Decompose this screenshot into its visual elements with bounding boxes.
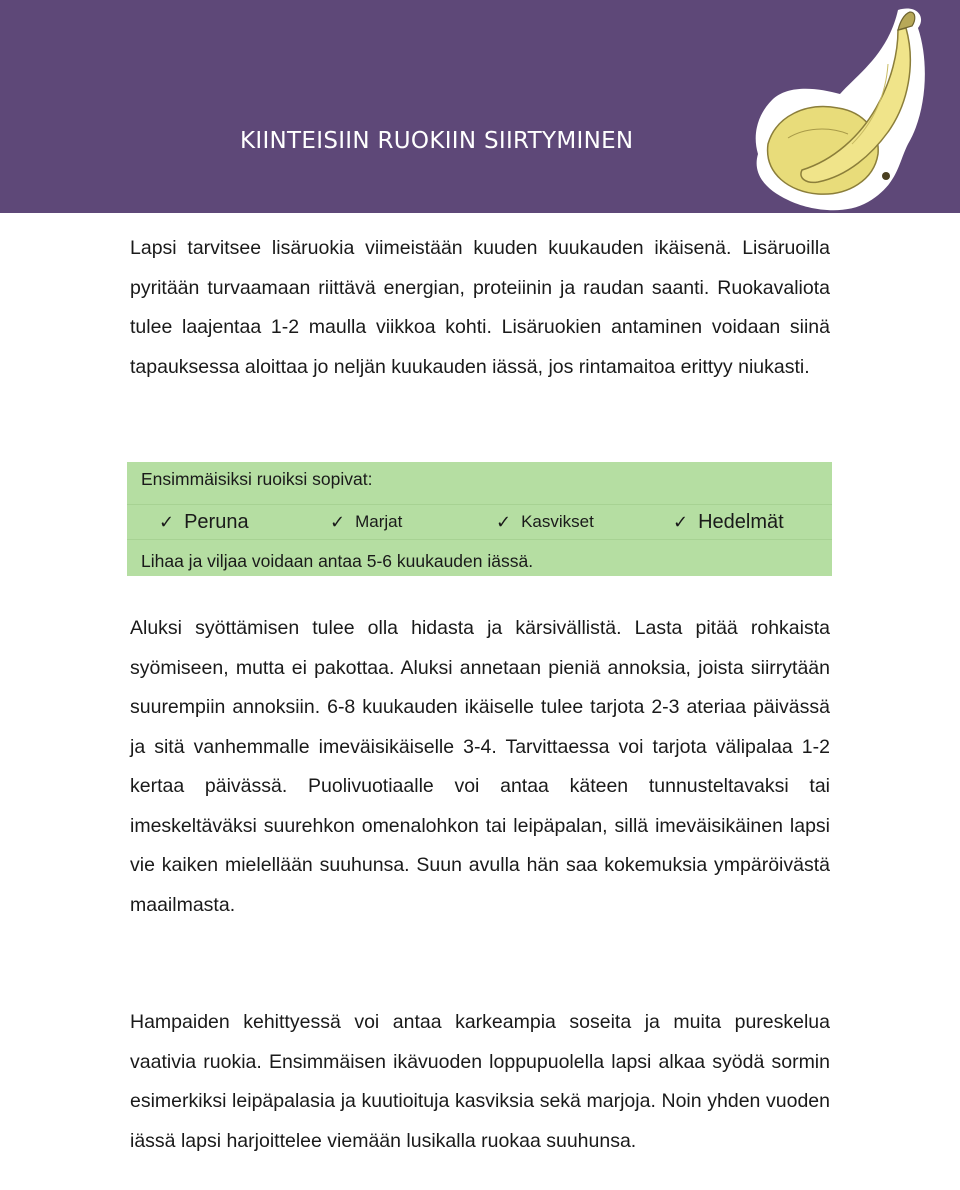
check-mark-icon: ✓ [496, 511, 512, 532]
teeth-paragraph: Hampaiden kehittyessä voi antaa karkeampia soseita ja muita pureskelua vaativia ruokia. Ensimmäisen ikävuoden loppupuolella lapsi alkaa syödä sormin esimerkiksi leipäpalasia ja kuutioituja kasviksia sekä marjoja. Noin yhden vuoden iässä lapsi harjoittelee viemään lusikalla ruokaa suuhunsa. [130, 1011, 830, 1152]
first-foods-note: Lihaa ja viljaa voidaan antaa 5-6 kuukauden iässä. [141, 551, 534, 571]
banana-illustration-icon [748, 4, 940, 212]
check-mark-icon: ✓ [159, 511, 175, 532]
first-foods-box [127, 462, 832, 576]
page-title: KIINTEISIIN RUOKIIN SIIRTYMINEN [240, 128, 634, 154]
list-item: ✓ Kasvikset [496, 511, 594, 532]
header-banner [0, 0, 960, 213]
list-item: ✓ Marjat [330, 511, 403, 532]
list-item: ✓ Hedelmät [673, 510, 784, 533]
first-foods-list [127, 504, 832, 540]
feeding-paragraph: Aluksi syöttämisen tulee olla hidasta ja kärsivällistä. Lasta pitää rohkaista syömiseen, mutta ei pakottaa. Aluksi annetaan pieniä annoksia, joista siirrytään suurempiin annoksiin. 6-8 kuukauden ikäiselle tulee tarjota 2-3 ateriaa päivässä ja sitä vanhemmalle imeväisikäiselle 3-4. Tarvittaessa voi tarjota välipalaa 1-2 kertaa päivässä. Puolivuotiaalle voi antaa käteen tunnusteltavaksi tai imeskeltäväksi suurehkon omenalohkon tai leipäpalan, sillä imeväisikäinen lapsi vie kaiken mielellään suuhunsa. Suun avulla hän saa kokemuksia ympäröivästä maailmasta. [130, 617, 830, 916]
check-mark-icon: ✓ [330, 511, 346, 532]
first-foods-heading: Ensimmäisiksi ruoiksi sopivat: [141, 469, 373, 489]
intro-paragraph: Lapsi tarvitsee lisäruokia viimeistään kuuden kuukauden ikäisenä. Lisäruoilla pyritään turvaamaan riittävä energian, proteiinin ja raudan saanti. Ruokavaliota tulee laajentaa 1-2 maulla viikkoa kohti. Lisäruokien antaminen voidaan siinä tapauksessa aloittaa jo neljän kuukauden iässä, jos rintamaitoa erittyy niukasti. [130, 237, 830, 378]
check-mark-icon: ✓ [673, 511, 689, 532]
list-item: ✓ Peruna [159, 510, 249, 533]
